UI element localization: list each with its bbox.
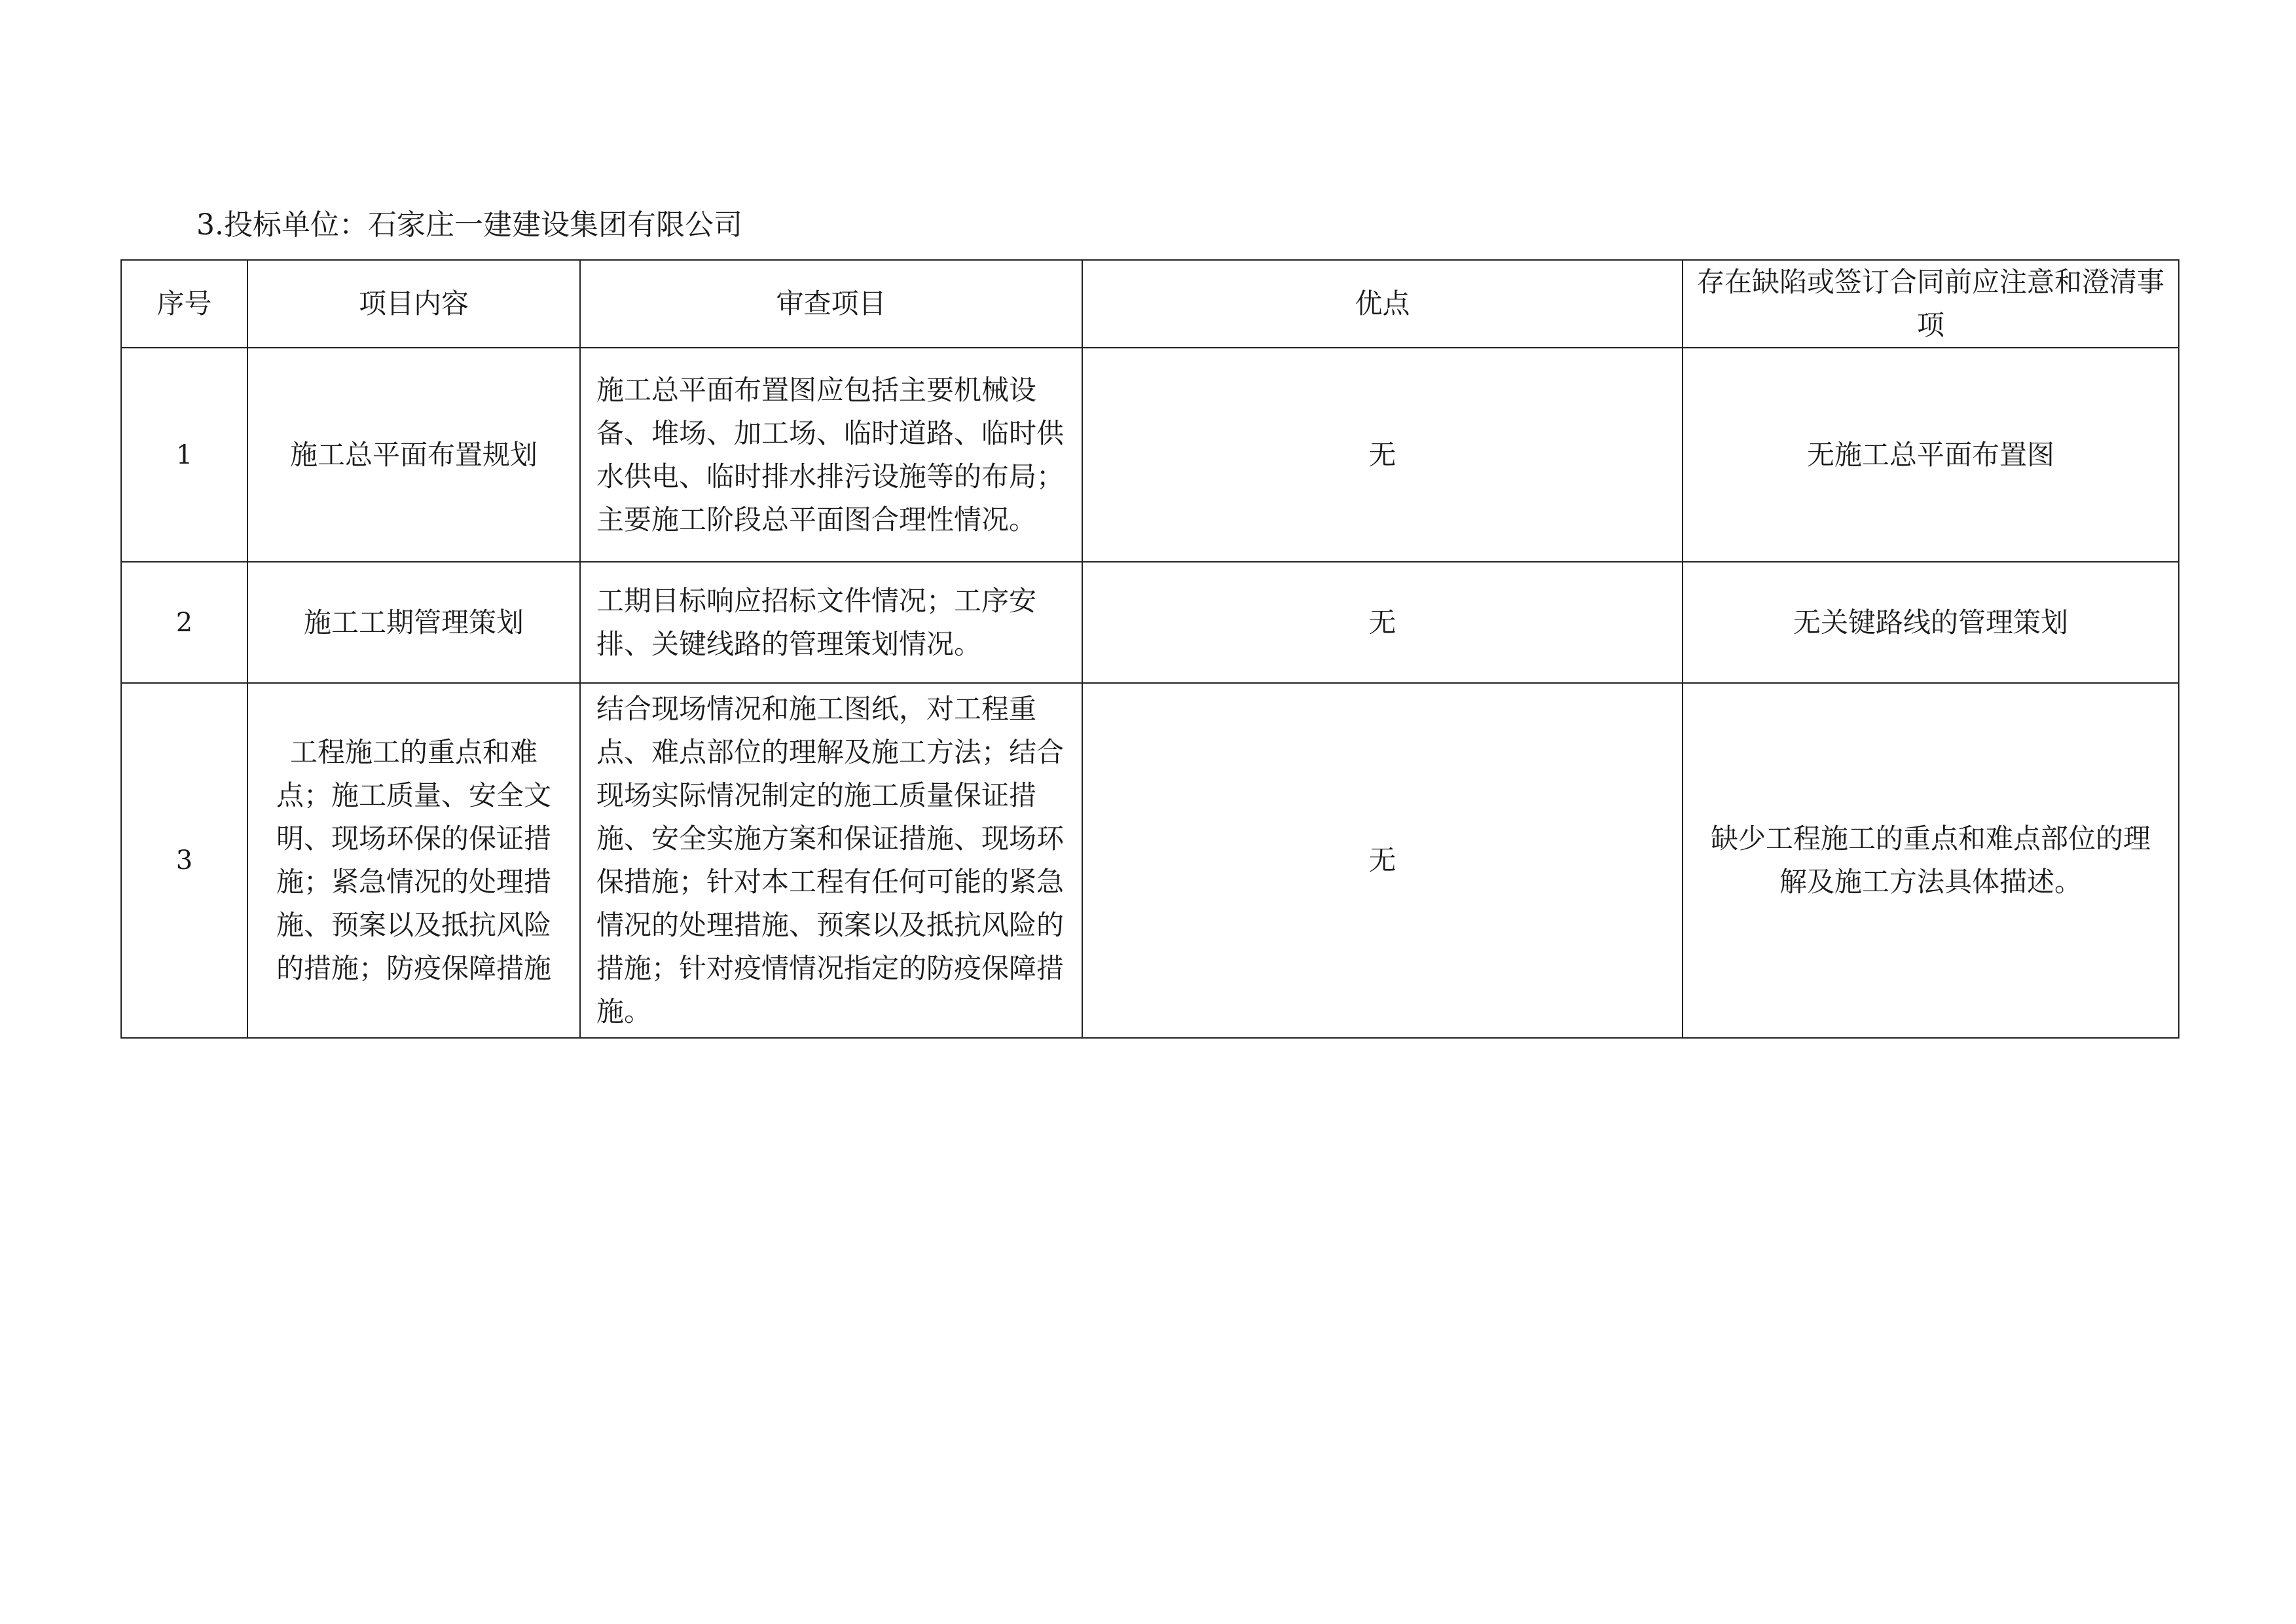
row-index: 3 <box>121 683 247 1038</box>
row-content: 施工总平面布置规划 <box>247 348 580 562</box>
table-header-row <box>121 260 2179 348</box>
header-content: 项目内容 <box>247 260 580 348</box>
row-issues: 缺少工程施工的重点和难点部位的理解及施工方法具体描述。 <box>1683 683 2179 1038</box>
row-content: 施工工期管理策划 <box>247 562 580 683</box>
header-advantages: 优点 <box>1082 260 1683 348</box>
row-issues: 无施工总平面布置图 <box>1683 348 2179 562</box>
review-table <box>120 259 2179 1039</box>
header-issues: 存在缺陷或签订合同前应注意和澄清事项 <box>1683 260 2179 348</box>
document-heading: 3.投标单位：石家庄一建建设集团有限公司 <box>196 208 742 242</box>
table-row <box>121 562 2179 683</box>
table-row <box>121 348 2179 562</box>
row-advantages: 无 <box>1082 348 1683 562</box>
row-review: 施工总平面布置图应包括主要机械设备、堆场、加工场、临时道路、临时供水供电、临时排水排污设施等的布局；主要施工阶段总平面图合理性情况。 <box>580 348 1082 562</box>
row-index: 1 <box>121 348 247 562</box>
row-advantages: 无 <box>1082 683 1683 1038</box>
row-review: 结合现场情况和施工图纸，对工程重点、难点部位的理解及施工方法；结合现场实际情况制定的施工质量保证措施、安全实施方案和保证措施、现场环保措施；针对本工程有任何可能的紧急情况的处理措施、预案以及抵抗风险的措施；针对疫情情况指定的防疫保障措施。 <box>580 683 1082 1038</box>
table-row <box>121 683 2179 1038</box>
row-content: 工程施工的重点和难点；施工质量、安全文明、现场环保的保证措施；紧急情况的处理措施、预案以及抵抗风险的措施；防疫保障措施 <box>247 683 580 1038</box>
row-review: 工期目标响应招标文件情况；工序安排、关键线路的管理策划情况。 <box>580 562 1082 683</box>
header-index: 序号 <box>121 260 247 348</box>
row-issues: 无关键路线的管理策划 <box>1683 562 2179 683</box>
row-index: 2 <box>121 562 247 683</box>
header-review: 审查项目 <box>580 260 1082 348</box>
row-advantages: 无 <box>1082 562 1683 683</box>
